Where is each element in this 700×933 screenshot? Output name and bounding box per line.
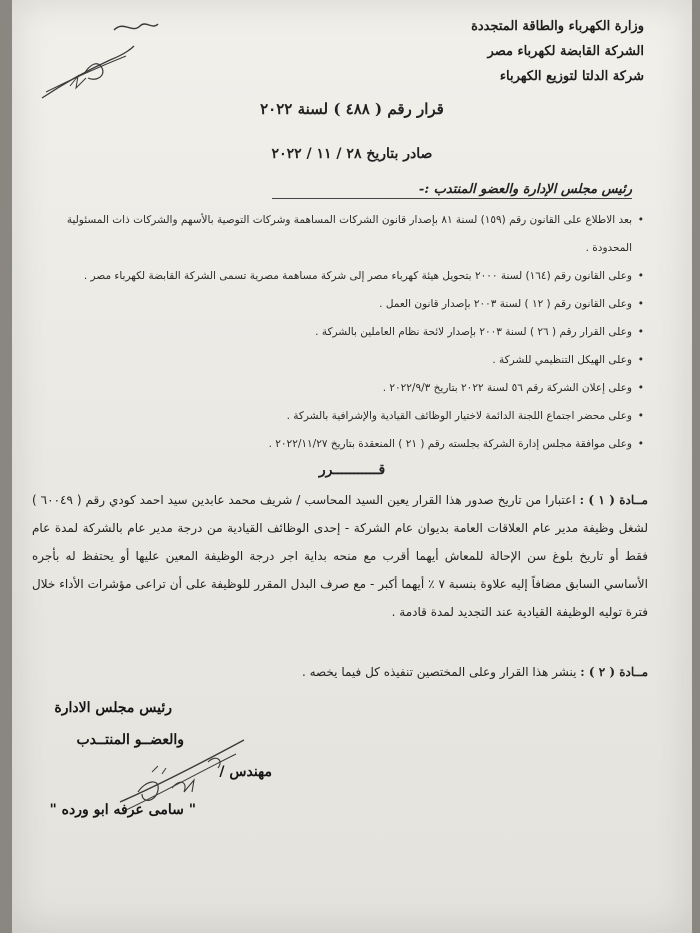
recital-item: • وعلى موافقة مجلس إدارة الشركة بجلسته رقم ( ٢١ ) المنعقدة بتاريخ ٢٠٢٢/١١/٢٧ . [32, 430, 644, 458]
ministry-name: وزارة الكهرباء والطاقة المتجددة [471, 19, 644, 34]
handwritten-signature-bottom [112, 732, 262, 817]
holding-company-name: الشركة القابضة لكهرباء مصر [487, 44, 644, 59]
recital-item: • وعلى إعلان الشركة رقم ٥٦ لسنة ٢٠٢٢ بتاريخ ٢٠٢٢/٩/٣ . [32, 374, 644, 402]
decree-title: قرار رقم ( ٤٨٨ ) لسنة ٢٠٢٢ [260, 100, 444, 118]
signatory-title-line1: رئيس مجلس الادارة [54, 700, 172, 716]
decree-issue-date: صادر بتاريخ ٢٨ / ١١ / ٢٠٢٢ [271, 146, 433, 162]
addressee-heading: رئيس مجلس الإدارة والعضو المنتدب :- [418, 182, 632, 197]
recital-item: • وعلى القانون رقم ( ١٢ ) لسنة ٢٠٠٣ بإصدار قانون العمل . [32, 290, 644, 318]
article-2-text: ينشر هذا القرار وعلى المختصين تنفيذه كل فيما يخصه . [301, 665, 577, 679]
article-1 [32, 486, 648, 626]
signatory-name: " سامى عرفه ابو ورده " [49, 802, 196, 818]
decided-heading: قـــــــــــرر [318, 462, 386, 478]
subsidiary-name: شركة الدلتا لتوزيع الكهرباء [499, 69, 644, 84]
recital-item: • وعلى الهيكل التنظيمي للشركة . [32, 346, 644, 374]
article-2-label: مــادة ( ٢ ) : [580, 665, 648, 679]
article-1-label: مــادة ( ١ ) : [579, 493, 648, 507]
recital-item: • بعد الاطلاع على القانون رقم (١٥٩) لسنة ٨١ بإصدار قانون الشركات المساهمة وشركات التوصية بالأسهم والشركات ذات المسئولية المحدودة . [32, 206, 644, 262]
decree-document [12, 0, 692, 933]
heading-underline [272, 198, 632, 199]
recitals-list [32, 206, 644, 458]
recital-item: • وعلى القرار رقم ( ٢٦ ) لسنة ٢٠٠٣ بإصدار لائحة نظام العاملين بالشركة . [32, 318, 644, 346]
article-2 [32, 658, 648, 686]
article-1-text: اعتبارا من تاريخ صدور هذا القرار يعين السيد المحاسب / شريف محمد عابدين سيد احمد كودي رقم ( ٦٠٠٤٩ ) لشغل وظيفة مدير عام العلاقات العامة بديوان عام الشركة - إحدى الوظائف القيادية من درجة مدير عام بالشركة لمدة عام فقط أو تاريخ بلوغ سن الإحالة للمعاش أيهما أقرب مع منحه بداية اجر درجة الوظيفة المعين عليها أو يحتفظ له بأجره الأساسي السابق مضافاً إليه علاوة بنسبة ٧ ٪ أيهما أكبر - مع صرف البدل المقرر للوظيفة على أن تراعى مؤشرات الأداء خلال فترة توليه الوظيفة القيادية عند التجديد لمدة قادمة . [32, 493, 648, 619]
recital-item: • وعلى القانون رقم (١٦٤) لسنة ٢٠٠٠ بتحويل هيئة كهرباء مصر إلى شركة مساهمة مصرية تسمى الشركة القابضة لكهرباء مصر . [32, 262, 644, 290]
recital-item: • وعلى محضر اجتماع اللجنة الدائمة لاختيار الوظائف القيادية والإشرافية بالشركة . [32, 402, 644, 430]
signatory-title-line2: والعضــو المنتــدب [76, 732, 184, 748]
signatory-prefix: مهندس / [219, 764, 272, 780]
handwritten-signature-top [36, 12, 166, 102]
letterhead [404, 14, 644, 89]
